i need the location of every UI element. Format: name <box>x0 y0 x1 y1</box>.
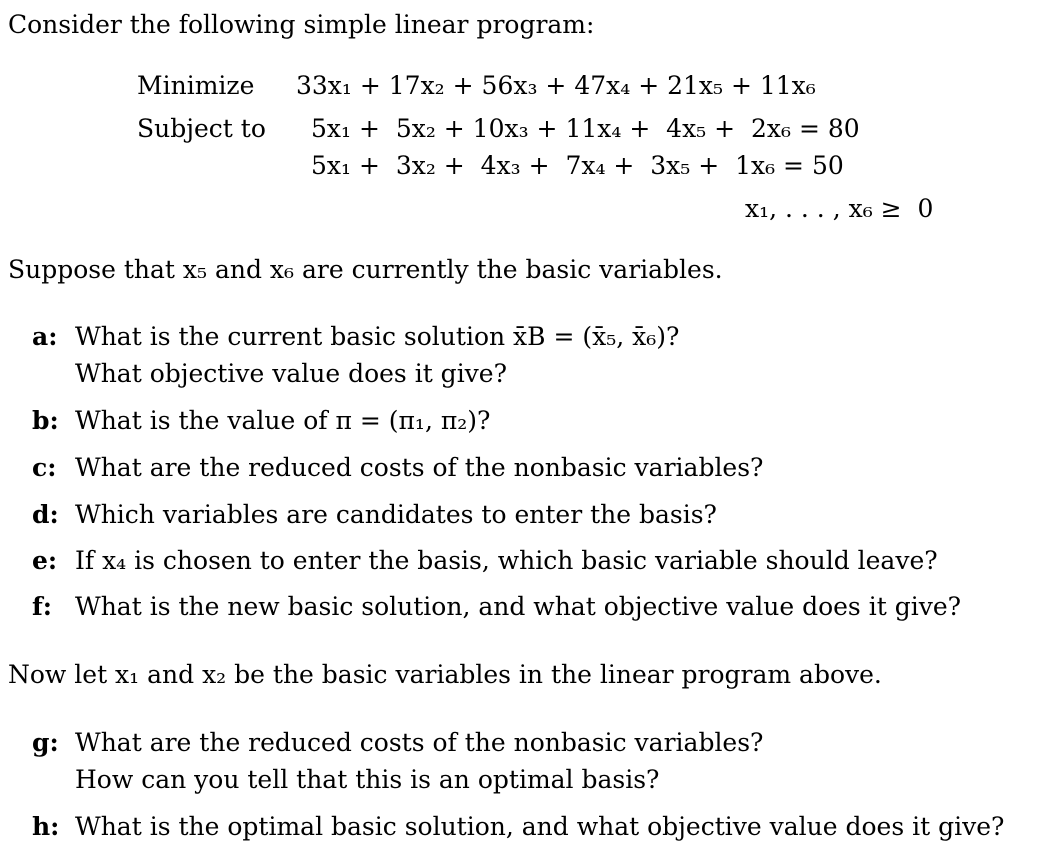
question-f-label: f: <box>32 592 52 621</box>
subject-to-label: Subject to <box>137 114 266 143</box>
question-e-label: e: <box>32 546 58 575</box>
nonnegativity-constraint: x₁, . . . , x₆ ≥ 0 <box>745 194 934 223</box>
question-h-label: h: <box>32 812 60 841</box>
question-f-text: What is the new basic solution, and what objective value does it give? <box>75 592 962 621</box>
question-a-line-1: What is the current basic solution x̄B = (x̄₅, x̄₆)? <box>75 322 680 351</box>
intro-text: Consider the following simple linear program: <box>8 10 595 39</box>
question-a-line-2: What objective value does it give? <box>75 359 508 388</box>
question-h-text: What is the optimal basic solution, and what objective value does it give? <box>75 812 1005 841</box>
question-g-line-2: How can you tell that this is an optimal basis? <box>75 765 660 794</box>
suppose-text: Suppose that x₅ and x₆ are currently the basic variables. <box>8 255 723 284</box>
question-c-label: c: <box>32 453 57 482</box>
question-d-label: d: <box>32 500 59 529</box>
objective-function: 33x₁ + 17x₂ + 56x₃ + 47x₄ + 21x₅ + 11x₆ <box>296 71 816 100</box>
now-let-text: Now let x₁ and x₂ be the basic variables in the linear program above. <box>8 660 882 689</box>
minimize-label: Minimize <box>137 71 255 100</box>
constraint-2: 5x₁ + 3x₂ + 4x₃ + 7x₄ + 3x₅ + 1x₆ = 50 <box>311 151 844 180</box>
question-c-text: What are the reduced costs of the nonbasic variables? <box>75 453 764 482</box>
question-b-text: What is the value of π = (π₁, π₂)? <box>75 406 491 435</box>
question-g-line-1: What are the reduced costs of the nonbasic variables? <box>75 728 764 757</box>
question-d-text: Which variables are candidates to enter the basis? <box>75 500 717 529</box>
constraint-1: 5x₁ + 5x₂ + 10x₃ + 11x₄ + 4x₅ + 2x₆ = 80 <box>311 114 860 143</box>
question-g-label: g: <box>32 728 59 757</box>
question-b-label: b: <box>32 406 59 435</box>
question-a-label: a: <box>32 322 58 351</box>
question-e-text: If x₄ is chosen to enter the basis, which basic variable should leave? <box>75 546 938 575</box>
